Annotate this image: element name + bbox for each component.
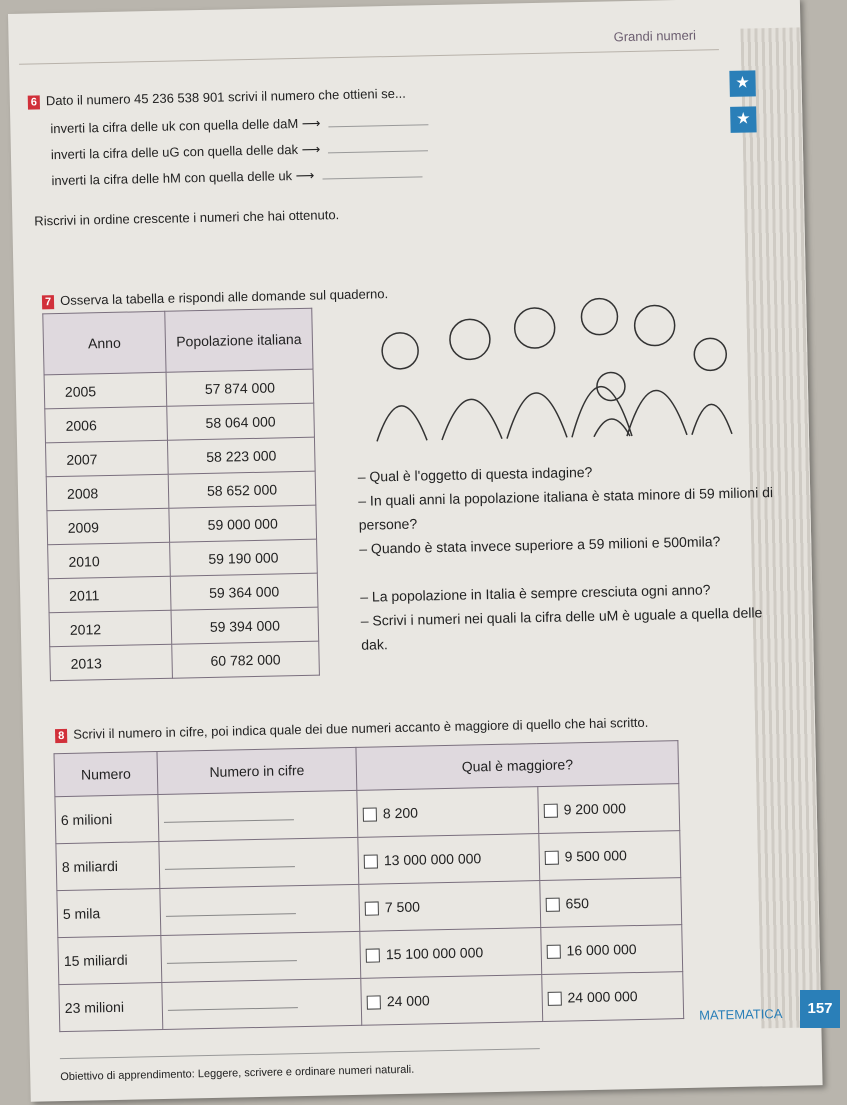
checkbox[interactable] xyxy=(363,808,377,822)
page-number: 157 xyxy=(800,990,840,1028)
checkbox[interactable] xyxy=(543,804,557,818)
star-icon: ★ xyxy=(729,70,756,97)
table-row: 2006 58 064 000 xyxy=(45,403,315,443)
answer-blank[interactable] xyxy=(166,913,296,917)
ex7-question: – La popolazione in Italia è sempre cresciuta ogni anno? xyxy=(360,581,711,605)
answer-blank[interactable] xyxy=(165,866,295,870)
ex7-question: – Scrivi i numeri nei quali la cifra delle uM è uguale a quella delle dak. xyxy=(360,604,763,653)
checkbox[interactable] xyxy=(365,902,379,916)
table-row: 8 miliardi 13 000 000 000 9 500 000 xyxy=(56,831,681,891)
answer-blank[interactable] xyxy=(167,960,297,964)
col-greater-header: Qual è maggiore? xyxy=(356,741,679,791)
children-illustration xyxy=(359,284,742,452)
ex6-item: inverti la cifra delle uk con quella delle daM ⟶ xyxy=(50,113,428,137)
table-row: 6 milioni 8 200 9 200 000 xyxy=(55,784,680,844)
subject-label: MATEMATICA xyxy=(698,1006,783,1023)
ex8-number: 8 xyxy=(55,729,67,743)
checkbox[interactable] xyxy=(546,945,560,959)
ex6-item: inverti la cifra delle uG con quella delle dak ⟶ xyxy=(51,139,429,163)
table-row: 23 milioni 24 000 24 000 000 xyxy=(59,972,684,1032)
learning-objective: Obiettivo di apprendimento: Leggere, scrivere e ordinare numeri naturali. xyxy=(60,1063,415,1084)
ex7-number: 7 xyxy=(42,295,54,309)
ex7-prompt: 7 Osserva la tabella e rispondi alle domande sul quaderno. xyxy=(42,286,388,309)
page-header: Grandi numeri xyxy=(613,27,697,45)
checkbox[interactable] xyxy=(547,992,561,1006)
checkbox[interactable] xyxy=(364,855,378,869)
population-table xyxy=(42,308,320,682)
table-row: 2009 59 000 000 xyxy=(47,505,317,545)
ex6-prompt: 6 Dato il numero 45 236 538 901 scrivi il numero che ottieni se... xyxy=(28,86,406,110)
table-row: 2010 59 190 000 xyxy=(48,539,318,579)
table-row: 15 miliardi 15 100 000 000 16 000 000 xyxy=(58,925,683,985)
table-row: 2005 57 874 000 xyxy=(44,369,314,409)
table-row: 2013 60 782 000 xyxy=(50,641,320,681)
col-year-header: Anno xyxy=(43,311,166,375)
col-digits-header: Numero in cifre xyxy=(157,747,357,794)
table-row: 2008 58 652 000 xyxy=(46,471,316,511)
checkbox[interactable] xyxy=(366,949,380,963)
col-number-header: Numero xyxy=(54,752,158,797)
checkbox[interactable] xyxy=(367,996,381,1010)
answer-blank[interactable] xyxy=(164,819,294,823)
star-icon: ★ xyxy=(730,106,757,133)
checkbox[interactable] xyxy=(544,851,558,865)
table-row: 2012 59 394 000 xyxy=(49,607,319,647)
table-row: 2007 58 223 000 xyxy=(45,437,315,477)
book-page xyxy=(8,0,823,1102)
ex7-question: – In quali anni la popolazione italiana è stata minore di 59 milioni di persone? xyxy=(358,484,774,533)
ex6-order-instruction: Riscrivi in ordine crescente i numeri che hai ottenuto. xyxy=(34,207,340,229)
ex7-question: – Quando è stata invece superiore a 59 milioni e 500mila? xyxy=(359,533,721,557)
col-population-header: Popolazione italiana xyxy=(165,308,313,372)
comparison-table xyxy=(53,740,684,1032)
footer-divider xyxy=(60,1048,540,1059)
table-row: 2011 59 364 000 xyxy=(48,573,318,613)
header-divider xyxy=(19,49,719,65)
ex6-item: inverti la cifra delle hM con quella delle uk ⟶ xyxy=(51,165,422,189)
ex6-number: 6 xyxy=(28,95,40,109)
ex7-question: – Qual è l'oggetto di questa indagine? xyxy=(357,463,593,485)
table-row: 5 mila 7 500 650 xyxy=(57,878,682,938)
ex8-prompt: 8 Scrivi il numero in cifre, poi indica quale dei due numeri accanto è maggiore di quello che hai scritto. xyxy=(55,715,649,743)
checkbox[interactable] xyxy=(545,898,559,912)
answer-blank[interactable] xyxy=(168,1007,298,1011)
